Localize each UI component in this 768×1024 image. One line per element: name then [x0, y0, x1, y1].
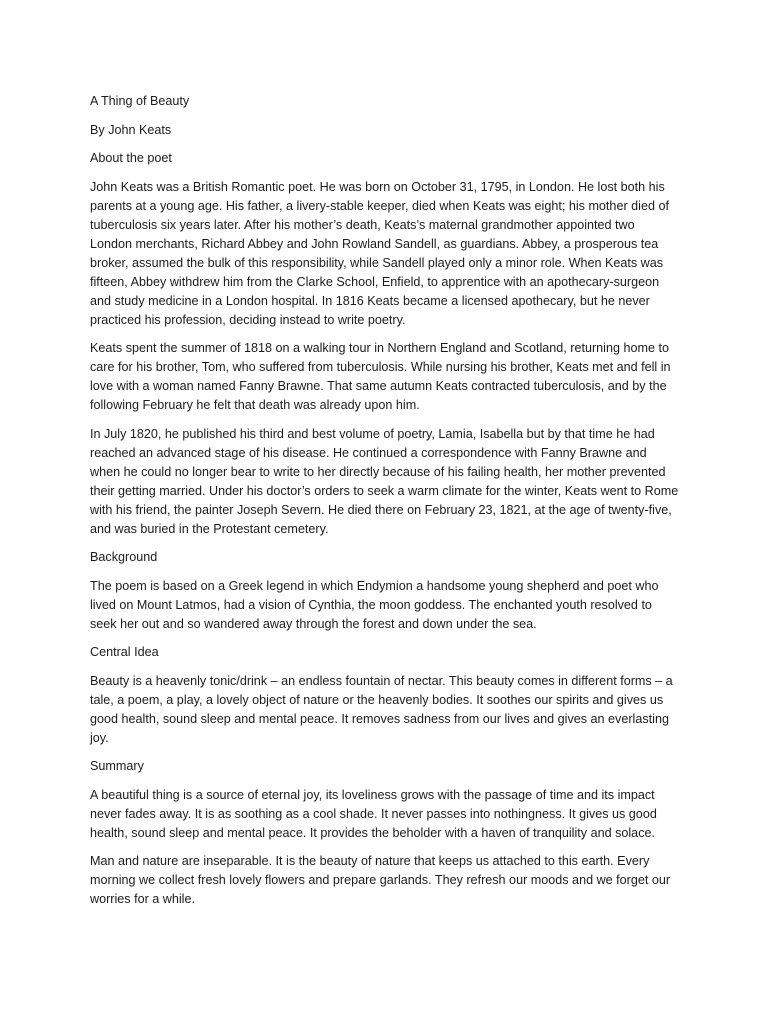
document-title: A Thing of Beauty — [90, 94, 190, 108]
paragraph-central-idea-1: Beauty is a heavenly tonic/drink – an endless fountain of nectar. This beauty comes in different forms – a tale, a poem, a play, a lovely object of nature or the heavenly bodies. It soothes our spirits and gives us good health, sound sleep and mental peace. It removes sadness from our lives and gives an everlasting joy. — [90, 673, 673, 745]
paragraph-summary-1: A beautiful thing is a source of eternal joy, its loveliness grows with the passage of time and its impact never fades away. It is as soothing as a cool shade. It never passes into nothingness. It gives us good health, sound sleep and mental peace. It provides the beholder with a haven of tranquility and solace. — [90, 787, 657, 840]
paragraph-summary-2: Man and nature are inseparable. It is the beauty of nature that keeps us attached to this earth. Every morning we collect fresh lovely flowers and prepare garlands. They refresh our moods and we forget our worries for a while. — [90, 854, 671, 906]
paragraph-about-2: Keats spent the summer of 1818 on a walking tour in Northern England and Scotland, returning home to care for his brother, Tom, who suffered from tuberculosis. While nursing his brother, Keats met and fell in love with a woman named Fanny Brawne. That same autumn Keats contracted tuberculosis, and by the following February he felt that death was already upon him. — [90, 341, 671, 412]
section-heading-summary: Summary — [90, 759, 144, 773]
section-heading-central-idea: Central Idea — [90, 645, 159, 659]
document-page — [90, 92, 680, 919]
paragraph-about-3: In July 1820, he published his third and best volume of poetry, Lamia, Isabella but by that time he had reached an advanced stage of his disease. He continued a correspondence with Fanny Brawne and when he could no longer bear to write to her directly because of his failing health, her mother prevented their getting married. Under his doctor’s orders to seek a warm climate for the winter, Keats went to Rome with his friend, the painter Joseph Severn. He died there on February 23, 1821, at the age of twenty-five, and was buried in the Protestant cemetery. — [90, 426, 679, 536]
paragraph-background-1: The poem is based on a Greek legend in which Endymion a handsome young shepherd and poet who lived on Mount Latmos, had a vision of Cynthia, the moon goddess. The enchanted youth resolved to seek her out and so wandered away through the forest and down under the sea. — [90, 578, 659, 631]
paragraph-about-1: John Keats was a British Romantic poet. He was born on October 31, 1795, in London. He lost both his parents at a young age. His father, a livery-stable keeper, died when Keats was eight; his mother died of tuberculosis six years later. After his mother’s death, Keats’s maternal grandmother appointed two London merchants, Richard Abbey and John Rowland Sandell, as guardians. Abbey, a prosperous tea broker, assumed the bulk of this responsibility, while Sandell played only a minor role. When Keats was fifteen, Abbey withdrew him from the Clarke School, Enfield, to apprentice with an apothecary-surgeon and study medicine in a London hospital. In 1816 Keats became a licensed apothecary, but he never practiced his profession, deciding instead to write poetry. — [90, 179, 669, 327]
document-author: By John Keats — [90, 122, 172, 137]
section-heading-background: Background — [90, 550, 158, 564]
section-heading-about: About the poet — [90, 151, 172, 165]
